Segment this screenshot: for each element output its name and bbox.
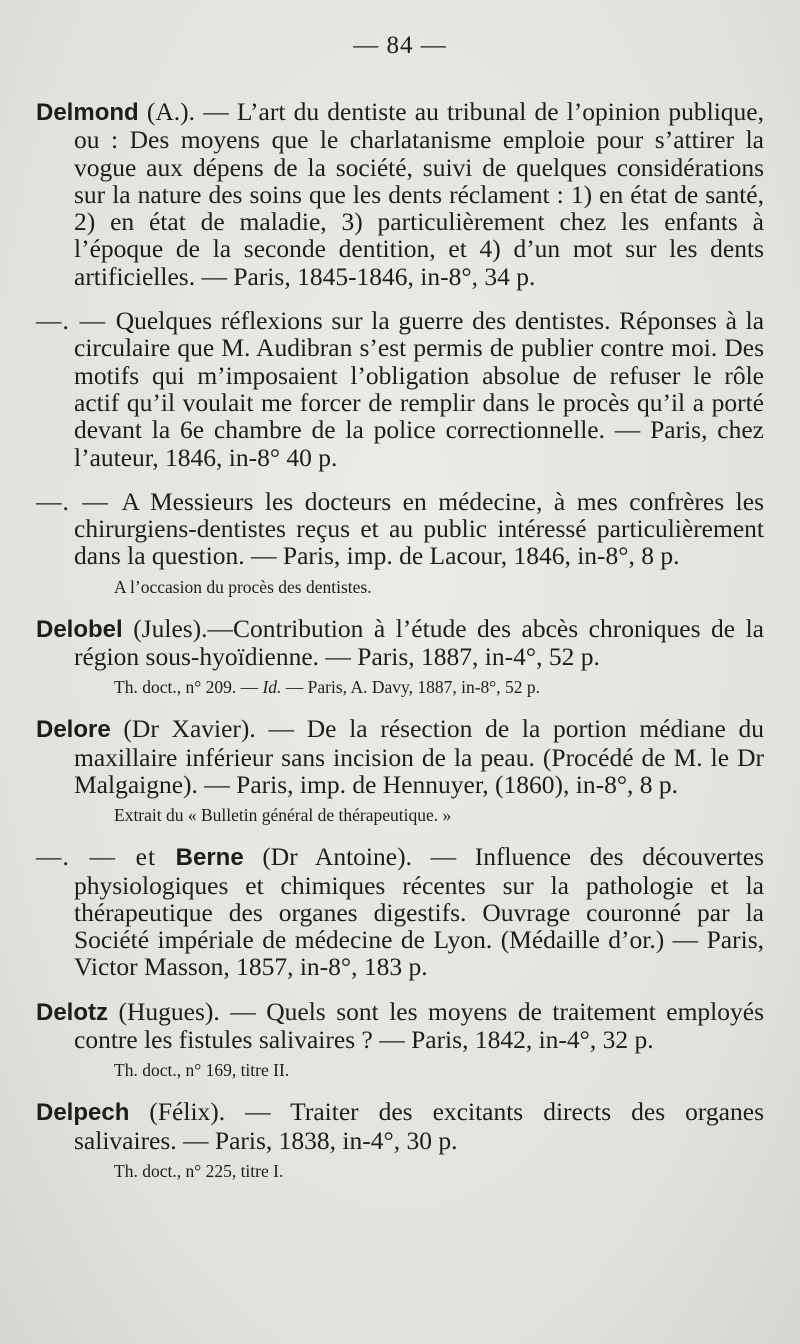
entry-note: A l’occasion du procès des dentistes. xyxy=(114,576,372,597)
entry-text xyxy=(36,715,764,798)
entry-rest: (A.). — L’art du dentiste au tribunal de l’opinion publique, ou : Des moyens que le charlatanisme emploie pour s’attirer la vogue aux dépens de la société, suivi de quelques considérations sur la nature des soins que les dents réclament : 1) en état de santé, 2) en état de maladie, 3) particulièrement chez les enfants à l’époque de la seconde dentition, et 4) d’un mot sur les dents artificielles. — Paris, 1845-1846, in-8°, 34 p. xyxy=(74,97,764,291)
entry-note: Extrait du « Bulletin général de thérapeutique. » xyxy=(114,805,452,826)
entry-text xyxy=(36,307,764,471)
entry-note xyxy=(36,676,764,698)
author-name: Delobel xyxy=(36,615,123,643)
entry-delotz xyxy=(36,998,764,1082)
entry-rest: (Dr Xavier). — De la résection de la portion médiane du maxillaire inférieur sans incision de la peau. (Procédé de M. le Dr Malgaigne). — Paris, imp. de Hennuyer, (1860), in-8°, 8 p. xyxy=(74,714,764,799)
ditto-dash: —. — et xyxy=(36,842,176,872)
entry-text xyxy=(36,98,764,290)
entry-delobel xyxy=(36,615,764,699)
entry-rest: Quelques réflexions sur la guerre des dentistes. Réponses à la circulaire que M. Audibran s’est permis de publier contre moi. Des motifs qui m’imposaient l’obligation absolue de refuser le rôle actif qu’il voulait me forcer de remplir dans le procès qu’il a porté devant la 6e chambre de la police correctionnelle. — Paris, chez l’auteur, 1846, in-8° 40 p. xyxy=(74,306,765,472)
author-name: Delpech xyxy=(36,1099,130,1127)
entry-text xyxy=(36,1098,764,1154)
note-italic: Id. xyxy=(262,677,282,698)
entry-rest: A Messieurs les docteurs en médecine, à mes confrères les chirurgiens-dentistes reçus et au public intéressé particulièrement dans la question. — Paris, imp. de Lacour, 1846, in-8°, 8 p. xyxy=(74,486,765,571)
entry-note: Th. doct., n° 225, titre I. xyxy=(114,1160,284,1181)
author-name: Delotz xyxy=(36,998,108,1026)
note-part: — Paris, A. Davy, 1887, in-8°, 52 p. xyxy=(281,677,541,698)
ditto-dash: —. — xyxy=(36,486,122,516)
entry-rest: (Jules).—Contribution à l’étude des abcès chroniques de la région sous-hyoïdienne. — Paris, 1887, in-4°, 52 p. xyxy=(74,613,764,672)
entry-delmond-3 xyxy=(36,488,764,598)
entry-delore xyxy=(36,715,764,826)
entry-text xyxy=(36,843,764,980)
entry-rest: (Félix). — Traiter des excitants directs des organes salivaires. — Paris, 1838, in-4°, 30 p. xyxy=(74,1097,764,1155)
entry-delmond xyxy=(36,98,764,290)
entry-text xyxy=(36,488,764,570)
entry-delmond-2 xyxy=(36,307,764,471)
entry-text xyxy=(36,998,764,1054)
author-name: Delmond xyxy=(36,99,139,126)
entry-rest: (Hugues). — Quels sont les moyens de traitement employés contre les fistules salivaires ? — Paris, 1842, in-4°, 32 p. xyxy=(74,996,764,1055)
author-name: Berne xyxy=(175,844,244,872)
entry-rest: (Dr Antoine). — Influence des découvertes physiologiques et chimiques récentes sur la pathologie et la thérapeutique des organes digestifs. Ouvrage couronné par la Société impériale de médecine de Lyon. (Médaille d’or.) — Paris, Victor Masson, 1857, in-8°, 183 p. xyxy=(74,842,764,982)
ditto-dash: —. — xyxy=(36,306,116,336)
entry-delpech xyxy=(36,1098,764,1182)
entry-note: Th. doct., n° 169, titre II. xyxy=(114,1060,290,1081)
note-part: Th. doct., n° 209. — xyxy=(114,677,263,698)
page-number: — 84 — xyxy=(353,32,447,59)
entry-delore-berne xyxy=(36,843,764,980)
author-name: Delore xyxy=(36,716,111,744)
entry-text xyxy=(36,615,764,671)
